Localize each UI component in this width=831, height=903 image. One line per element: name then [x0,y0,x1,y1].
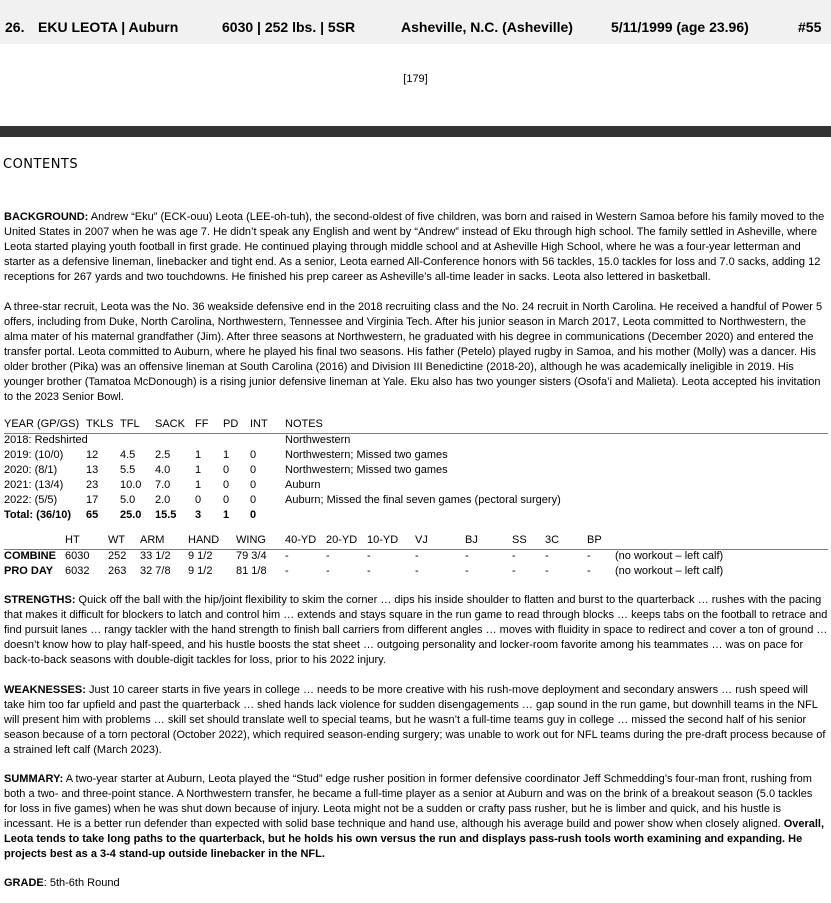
prospect-measurables: 6030 | 252 lbs. | 5SR [222,19,356,35]
background-paragraph [4,210,828,285]
measurables-header: ARM [140,534,165,546]
stats-cell: 23 [86,479,99,491]
measurables-header: 20-YD [326,534,358,546]
measurables-cell: - [545,565,549,577]
measurables-cell: 9 1/2 [188,565,213,577]
stats-cell: 12 [86,449,99,461]
measurables-header: BJ [465,534,478,546]
stats-cell: 2020: (8/1) [4,464,58,476]
stats-cell: 13 [86,464,99,476]
measurables-cell: 79 3/4 [236,550,267,562]
measurables-cell: (no workout – left calf) [615,550,724,562]
stats-cell: 2018: Redshirted [4,434,88,446]
measurables-cell: - [326,565,330,577]
prospect-jersey: #55 [798,19,822,35]
stats-cell: 0 [195,494,202,506]
measurables-cell: - [545,550,549,562]
measurables-header: HT [65,534,80,546]
stats-header: NOTES [285,418,323,430]
stats-cell: 4.5 [120,449,136,461]
stats-cell: 2.0 [155,494,171,506]
measurables-header: VJ [415,534,428,546]
stats-cell: Total: (36/10) [4,509,72,521]
stats-cell: 1 [223,509,230,521]
stats-cell: 25.0 [120,509,142,521]
measurables-row [4,565,828,580]
measurables-cell: 9 1/2 [188,550,213,562]
measurables-header: SS [512,534,527,546]
page-number: [179] [403,73,428,85]
measurables-cell: 263 [108,565,127,577]
stats-header: TFL [120,418,140,430]
stats-cell: Northwestern; Missed two games [285,464,448,476]
stats-cell: 0 [250,509,257,521]
stats-header: INT [250,418,268,430]
grade-label: GRADE [4,877,44,889]
stats-header: PD [223,418,239,430]
stats-cell: 65 [86,509,99,521]
grade-value: : 5th-6th Round [43,877,120,889]
stats-header: SACK [155,418,185,430]
measurables-header-row [4,534,828,550]
prospect-name-school: EKU LEOTA | Auburn [38,19,179,35]
summary-text: A two-year starter at Auburn, Leota played the “Stud” edge rusher position in former defensive coordinator Jeff Schmedding’s four-man front, rushing from both a two- and three-point stance. A Northwestern transfer, he became a full-time player as a senior at Auburn and was on the brink of a breakout season (5.0 tackles for loss in five games) when he was shut down because of injury. Leota might not be a sudden or crafty pass rusher, but he is limber and quick, and his hustle is incessant. He is a better run defender than expected with solid base technique and hand use, although his average build and power show when closely aligned. [4,773,813,830]
measurables-cell: - [367,565,371,577]
stats-total-row [4,509,828,524]
prospect-hometown: Asheville, N.C. (Asheville) [401,19,573,35]
weaknesses-label: WEAKNESSES: [4,684,86,696]
background-paragraph-2: A three-star recruit, Leota was the No. 36 weakside defensive end in the 2018 recruiting class and the No. 24 recruit in North Carolina. He received a handful of Power 5 offers, including from Duke, North Carolina, Northwestern, Tennessee and Virginia Tech. After his junior season in March 2017, Leota committed to Northwestern, the alma mater of his maternal grandfather (Jim). After three seasons at Northwestern, he graduated with his degree in communications (December 2020) and entered the transfer portal. Leota committed to Auburn, where he played his final two seasons. His father (Petelo) played rugby in Samoa, and his mother (Molly) was a dancer. His older brother (Pika) was an offensive lineman at South Carolina (2016) and Division III Benedictine (2018-20), although he was academically ineligible in 2019. His younger brother (Tamatoa McDonough) is a rising junior defensive lineman at Yale. Eku also has two younger sisters (Osofa’i and Malieta). Leota accepted his invitation to the 2023 Senior Bowl. [4,301,823,403]
contents-link[interactable]: CONTENTS [3,157,79,172]
strengths-text: Quick off the ball with the hip/joint flexibility to skim the corner … dips his inside shoulder to flatten and burst to the quarterback … rushes with the pacing that makes it difficult for blockers to latch and control him … extends and stays square in the run game to read through blocks … keeps tabs on the football to retrace and find pursuit lanes … rangy tackler with the hand strength to finish ball carriers from different angles … moves with fluidity in space to redirect and cover a ton of ground … doesn’t know how to play half-speed, and his hustle boosts the stat sheet … outgoing personality and locker-room favorite among his teammates … was on pace for back-to-back seasons with double-digit tackles for loss, prior to his 2022 injury. [4,594,828,666]
stats-cell: 0 [250,479,257,491]
measurables-cell: - [465,565,469,577]
measurables-cell: - [512,565,516,577]
weaknesses-text: Just 10 career starts in five years in college … needs to be more creative with his rush-move deployment and secondary answers … rush speed will take him too far upfield and past the quarterback … shed hands lack violence for sudden disengagements … gap sound in the run game, but downhill teams in the NFL will present him with problems … skill set should translate well to special teams, but he wasn’t a full-time teams guy in college … missed the second half of his senior season because of a torn pectoral (October 2022), which required season-ending surgery; was unable to work out for NFL teams during the pre-draft process because of a strained left calf (March 2023). [4,684,826,756]
measurables-cell: - [465,550,469,562]
stats-cell: 0 [250,464,257,476]
stats-cell: 1 [223,449,230,461]
stats-header: FF [195,418,209,430]
measurables-cell: 32 7/8 [140,565,171,577]
stats-cell: 2022: (5/5) [4,494,58,506]
prospect-header [0,0,831,44]
measurables-cell: - [326,550,330,562]
prospect-birthdate: 5/11/1999 (age 23.96) [611,19,749,35]
stats-cell: Auburn [285,479,321,491]
stats-cell: 17 [86,494,99,506]
measurables-header: HAND [188,534,220,546]
measurables-cell: 6030 [65,550,90,562]
stats-row [4,464,828,479]
stats-cell: 0 [223,464,230,476]
measurables-cell: 81 1/8 [236,565,267,577]
measurables-cell: - [512,550,516,562]
stats-cell: 1 [195,479,202,491]
summary-paragraph [4,772,828,862]
measurables-table [4,534,828,580]
background-text: Andrew “Eku” (ECK-ouu) Leota (LEE-oh-tuh), the second-oldest of five children, was born and raised in Western Samoa before his family moved to the United States in 2007 when he was age 7. He didn’t speak any English and went by “Andrew” instead of Eku through high school. The family settled in Asheville, where Leota started playing youth football in first grade. He continued playing through middle school and at Asheville High School, where he was a four-year letterman and starter as a defensive lineman, linebacker and tight end. As a senior, Leota earned All-Conference honors with 56 tackles, 15.0 tackles for loss and 7.0 sacks, adding 12 receptions for 267 yards and two touchdowns. He finished his prep career as Asheville’s all-time leader in sacks. Leota also lettered in basketball. [4,211,825,283]
measurables-cell: - [587,565,591,577]
measurables-header: BP [587,534,602,546]
measurables-cell: (no workout – left calf) [615,565,724,577]
stats-cell: 15.5 [155,509,177,521]
stats-cell: 0 [250,449,257,461]
measurables-cell: 252 [108,550,127,562]
stats-cell: Northwestern [285,434,351,446]
summary-label: SUMMARY: [4,773,64,785]
summary-bold-text: Overall, Leota tends to take long paths to the quarterback, but he holds his own versus the run and displays pass-rush tools worth examining and expanding. He projects best as a 3-4 stand-up outside linebacker in the NFL. [4,818,825,860]
stats-cell: 1 [195,449,202,461]
stats-cell: 2.5 [155,449,171,461]
measurables-cell: PRO DAY [4,565,54,577]
measurables-cell: - [415,565,419,577]
stats-cell: 2019: (10/0) [4,449,64,461]
stats-row [4,479,828,494]
strengths-label: STRENGTHS: [4,594,76,606]
weaknesses-paragraph [4,683,828,758]
stats-cell: 0 [223,479,230,491]
stats-cell: 0 [223,494,230,506]
stats-header: YEAR (GP/GS) [4,418,80,430]
measurables-header: 40-YD [285,534,317,546]
stats-cell: 3 [195,509,202,521]
stats-row [4,449,828,464]
measurables-cell: - [367,550,371,562]
section-divider [0,126,831,137]
measurables-cell: - [587,550,591,562]
measurables-cell: 6032 [65,565,90,577]
stats-table [4,418,828,524]
stats-cell: 2021: (13/4) [4,479,64,491]
measurables-cell: - [415,550,419,562]
stats-cell: 5.5 [120,464,136,476]
stats-row [4,494,828,509]
stats-row [4,434,828,449]
stats-cell: 4.0 [155,464,171,476]
stats-cell: 10.0 [120,479,142,491]
measurables-header: 10-YD [367,534,399,546]
measurables-cell: - [285,550,289,562]
stats-cell: 5.0 [120,494,136,506]
prospect-rank: 26. [5,19,25,35]
measurables-cell: 33 1/2 [140,550,171,562]
stats-header-row [4,418,828,434]
stats-cell: 7.0 [155,479,171,491]
measurables-header: 3C [545,534,560,546]
measurables-header: WING [236,534,266,546]
measurables-header: WT [108,534,126,546]
measurables-row [4,550,828,565]
measurables-cell: COMBINE [4,550,56,562]
background-label: BACKGROUND: [4,211,89,223]
stats-cell: 1 [195,464,202,476]
measurables-cell: - [285,565,289,577]
stats-cell: Auburn; Missed the final seven games (pectoral surgery) [285,494,561,506]
grade-line [4,877,120,889]
stats-cell: 0 [250,494,257,506]
strengths-paragraph [4,593,828,668]
stats-header: TKLS [86,418,114,430]
stats-cell: Northwestern; Missed two games [285,449,448,461]
